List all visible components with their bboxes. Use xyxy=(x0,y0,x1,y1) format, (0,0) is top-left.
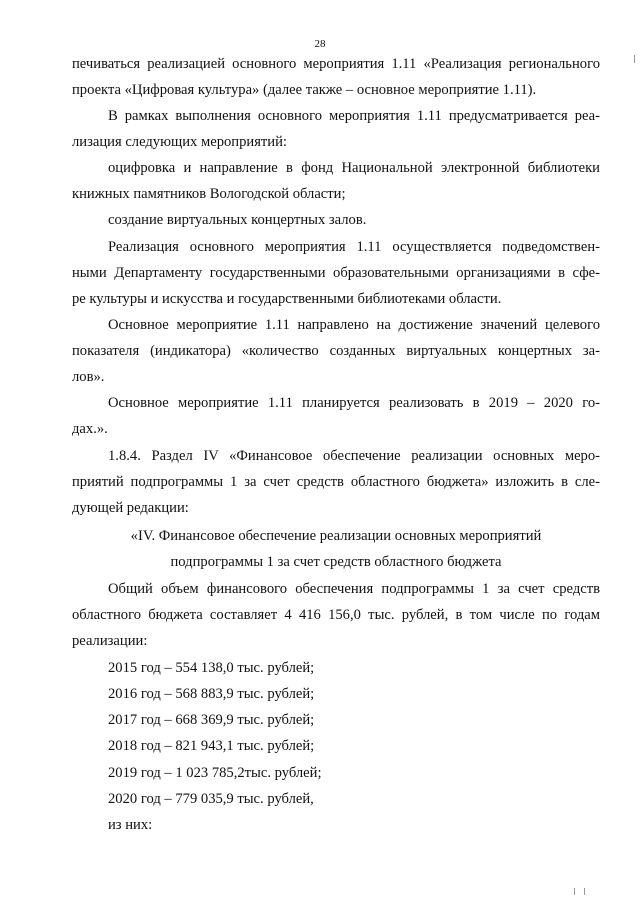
text-line: дах.». xyxy=(72,421,108,437)
text-line: лов». xyxy=(72,369,105,385)
text-line: Реализация основного мероприятия 1.11 осуществляется подведомствен- xyxy=(108,239,600,255)
list-item: 2019 год – 1 023 785,2тыс. рублей; xyxy=(108,765,322,781)
list-item: 2018 год – 821 943,1 тыс. рублей; xyxy=(108,738,315,754)
text-line: реализации: xyxy=(72,633,148,649)
text-line: показателя (индикатора) «количество созданных виртуальных концертных за- xyxy=(72,343,600,359)
text-line: Общий объем финансового обеспечения подпрограммы 1 за счет средств xyxy=(108,581,600,597)
text-line: В рамках выполнения основного мероприятия 1.11 предусматривается реа- xyxy=(108,108,600,124)
scan-speck xyxy=(574,888,575,895)
scan-speck xyxy=(634,55,635,63)
text-line: Основное мероприятие 1.11 планируется реализовать в 2019 – 2020 го- xyxy=(108,395,600,411)
scan-speck xyxy=(584,888,585,895)
list-item: 2016 год – 568 883,9 тыс. рублей; xyxy=(108,686,315,702)
text-line: из них: xyxy=(108,817,153,833)
text-line: Основное мероприятие 1.11 направлено на достижение значений целевого xyxy=(108,317,600,333)
text-line: дующей редакции: xyxy=(72,500,189,516)
list-item: 2017 год – 668 369,9 тыс. рублей; xyxy=(108,712,315,728)
page-number: 28 xyxy=(314,38,326,50)
text-line: оцифровка и направление в фонд Национальной электронной библиотеки xyxy=(108,160,600,176)
text-line: областного бюджета составляет 4 416 156,0 тыс. рублей, в том числе по годам xyxy=(72,607,600,623)
text-line: ре культуры и искусства и государственными библиотеками области. xyxy=(72,291,502,307)
text-line: создание виртуальных концертных залов. xyxy=(108,212,367,228)
text-line: проекта «Цифровая культура» (далее также – основное мероприятие 1.11). xyxy=(72,82,537,98)
text-line: лизация следующих мероприятий: xyxy=(72,134,287,150)
text-line: 1.8.4. Раздел IV «Финансовое обеспечение реализации основных меро- xyxy=(108,448,600,464)
section-heading: «IV. Финансовое обеспечение реализации основных мероприятий xyxy=(130,528,542,544)
text-line: печиваться реализацией основного мероприятия 1.11 «Реализация регионального xyxy=(72,56,600,72)
list-item: 2015 год – 554 138,0 тыс. рублей; xyxy=(108,660,315,676)
text-line: приятий подпрограммы 1 за счет средств областного бюджета» изложить в сле- xyxy=(72,474,600,490)
text-line: ными Департаменту государственными образовательными организациями в сфе- xyxy=(72,265,600,281)
section-heading: подпрограммы 1 за счет средств областного бюджета xyxy=(170,554,502,570)
list-item: 2020 год – 779 035,9 тыс. рублей, xyxy=(108,791,314,807)
text-line: книжных памятников Вологодской области; xyxy=(72,186,346,202)
